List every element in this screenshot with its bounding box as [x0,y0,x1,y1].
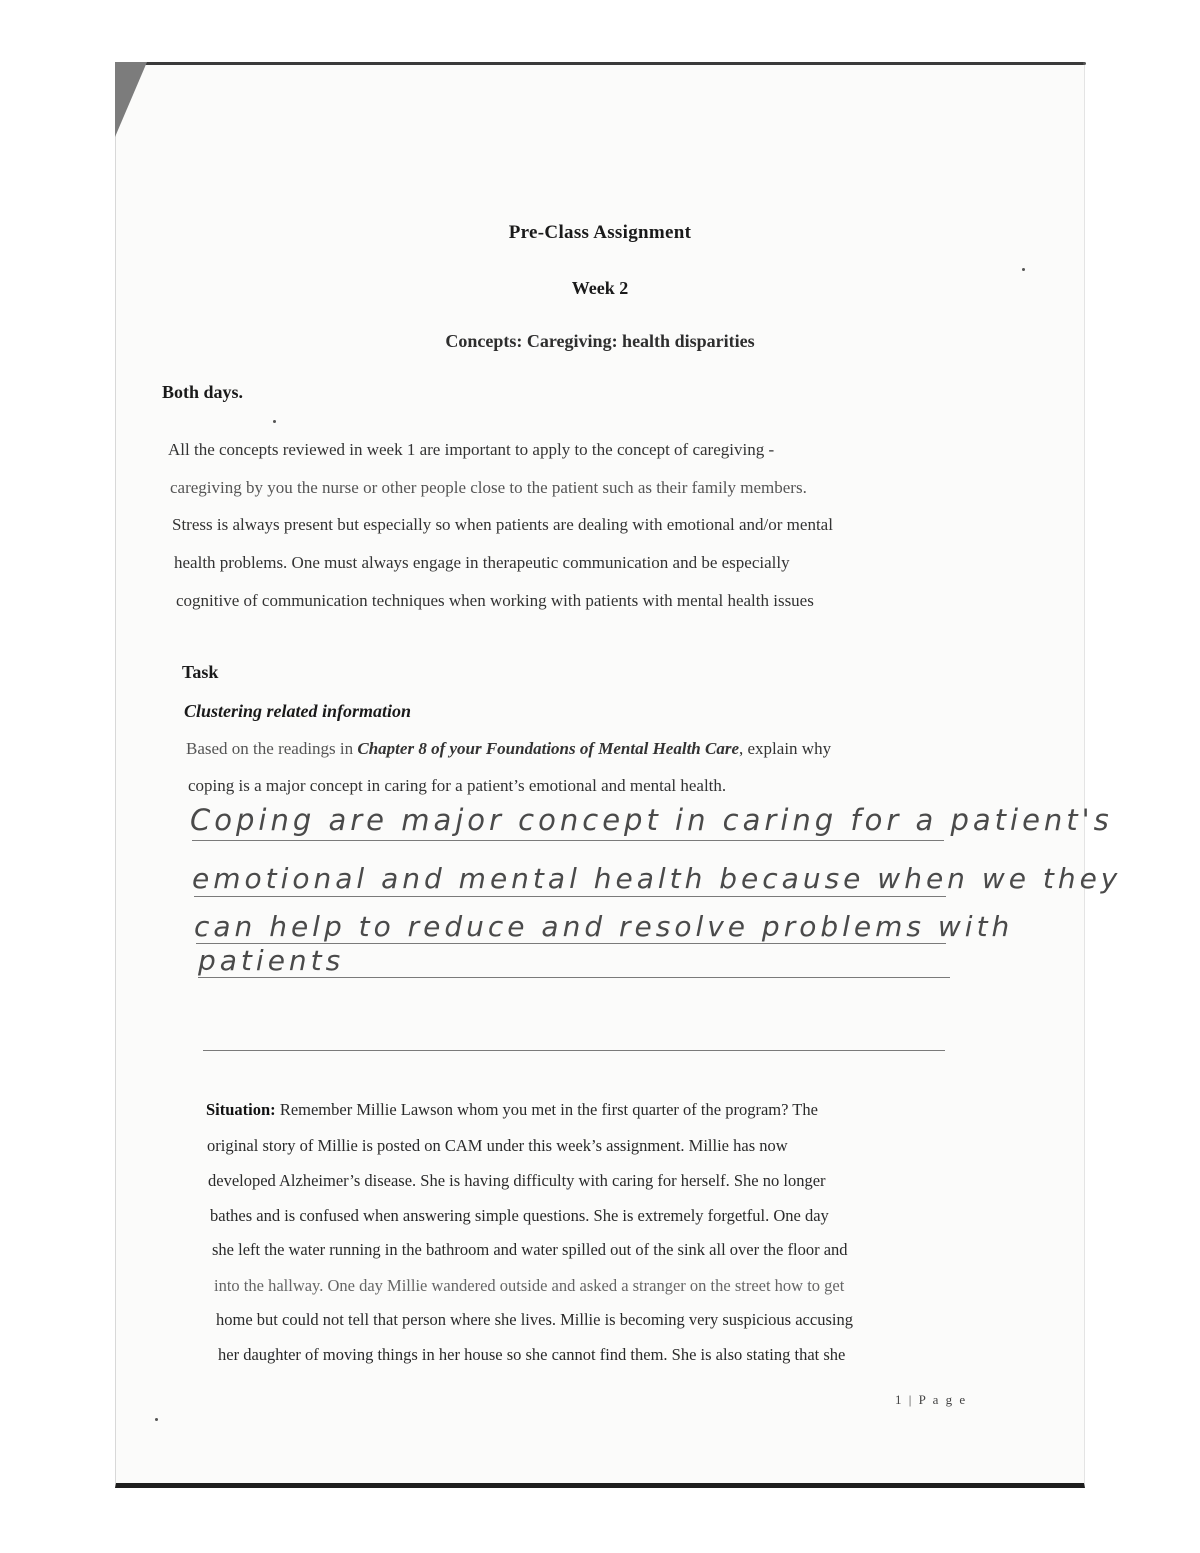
answer-line [198,977,950,978]
question-line: coping is a major concept in caring for a patient’s emotional and mental health. [188,776,727,795]
scan-speck [155,1418,158,1421]
task-subheading: Clustering related information [184,701,412,721]
task-heading: Task [182,662,219,682]
situation-line: bathes and is confused when answering simple questions. She is extremely forgetful. One day [210,1206,829,1225]
concepts-heading: Concepts: Caregiving: health disparities [445,331,755,351]
intro-line: Stress is always present but especially so when patients are dealing with emotional and/or mental [172,515,833,534]
document-title: Pre-Class Assignment [508,222,692,243]
situation-line: into the hallway. One day Millie wandered outside and asked a stranger on the street how to get [214,1276,845,1295]
intro-line: caregiving by you the nurse or other people close to the patient such as their family members. [170,478,807,497]
answer-line [192,840,944,841]
situation-line: her daughter of moving things in her house so she cannot find them. She is also stating that she [218,1345,846,1364]
situation-line: home but could not tell that person where she lives. Millie is becoming very suspicious accusing [216,1310,853,1329]
scan-speck [1022,268,1025,271]
situation-line: she left the water running in the bathroom and water spilled out of the sink all over the floor and [212,1240,848,1259]
intro-line: All the concepts reviewed in week 1 are important to apply to the concept of caregiving - [168,440,775,459]
handwritten-answer-line: patients [198,944,345,977]
intro-line: health problems. One must always engage in therapeutic communication and be especially [174,553,790,572]
question-emphasis: Chapter 8 of your Foundations of Mental Health Care [357,739,740,758]
scan-speck [273,420,276,423]
answer-line [194,896,946,897]
situation-line: developed Alzheimer’s disease. She is having difficulty with caring for herself. She no longer [208,1171,826,1190]
handwritten-answer-line: Coping are major concept in caring for a patient's [190,803,1113,837]
both-days-heading: Both days. [162,382,244,402]
question-prefix: Based on the readings in [186,739,358,758]
question-line [186,739,831,759]
situation-text: Remember Millie Lawson whom you met in the first quarter of the program? The [275,1100,818,1119]
answer-line [203,1050,945,1051]
intro-line: cognitive of communication techniques when working with patients with mental health issues [176,591,814,610]
scan-speck [1083,62,1086,65]
week-label: Week 2 [571,278,629,298]
situation-line: original story of Millie is posted on CAM under this week’s assignment. Millie has now [207,1136,788,1155]
scanned-page [115,62,1085,1488]
page-footer: 1 | P a g e [895,1392,968,1407]
handwritten-answer-line: can help to reduce and resolve problems with [194,910,1014,943]
situation-line [206,1100,818,1120]
scan-corner-shadow [115,62,147,137]
handwritten-answer-line: emotional and mental health because when we they [192,862,1122,895]
question-suffix: , explain why [739,739,832,758]
situation-label: Situation: [206,1100,276,1119]
